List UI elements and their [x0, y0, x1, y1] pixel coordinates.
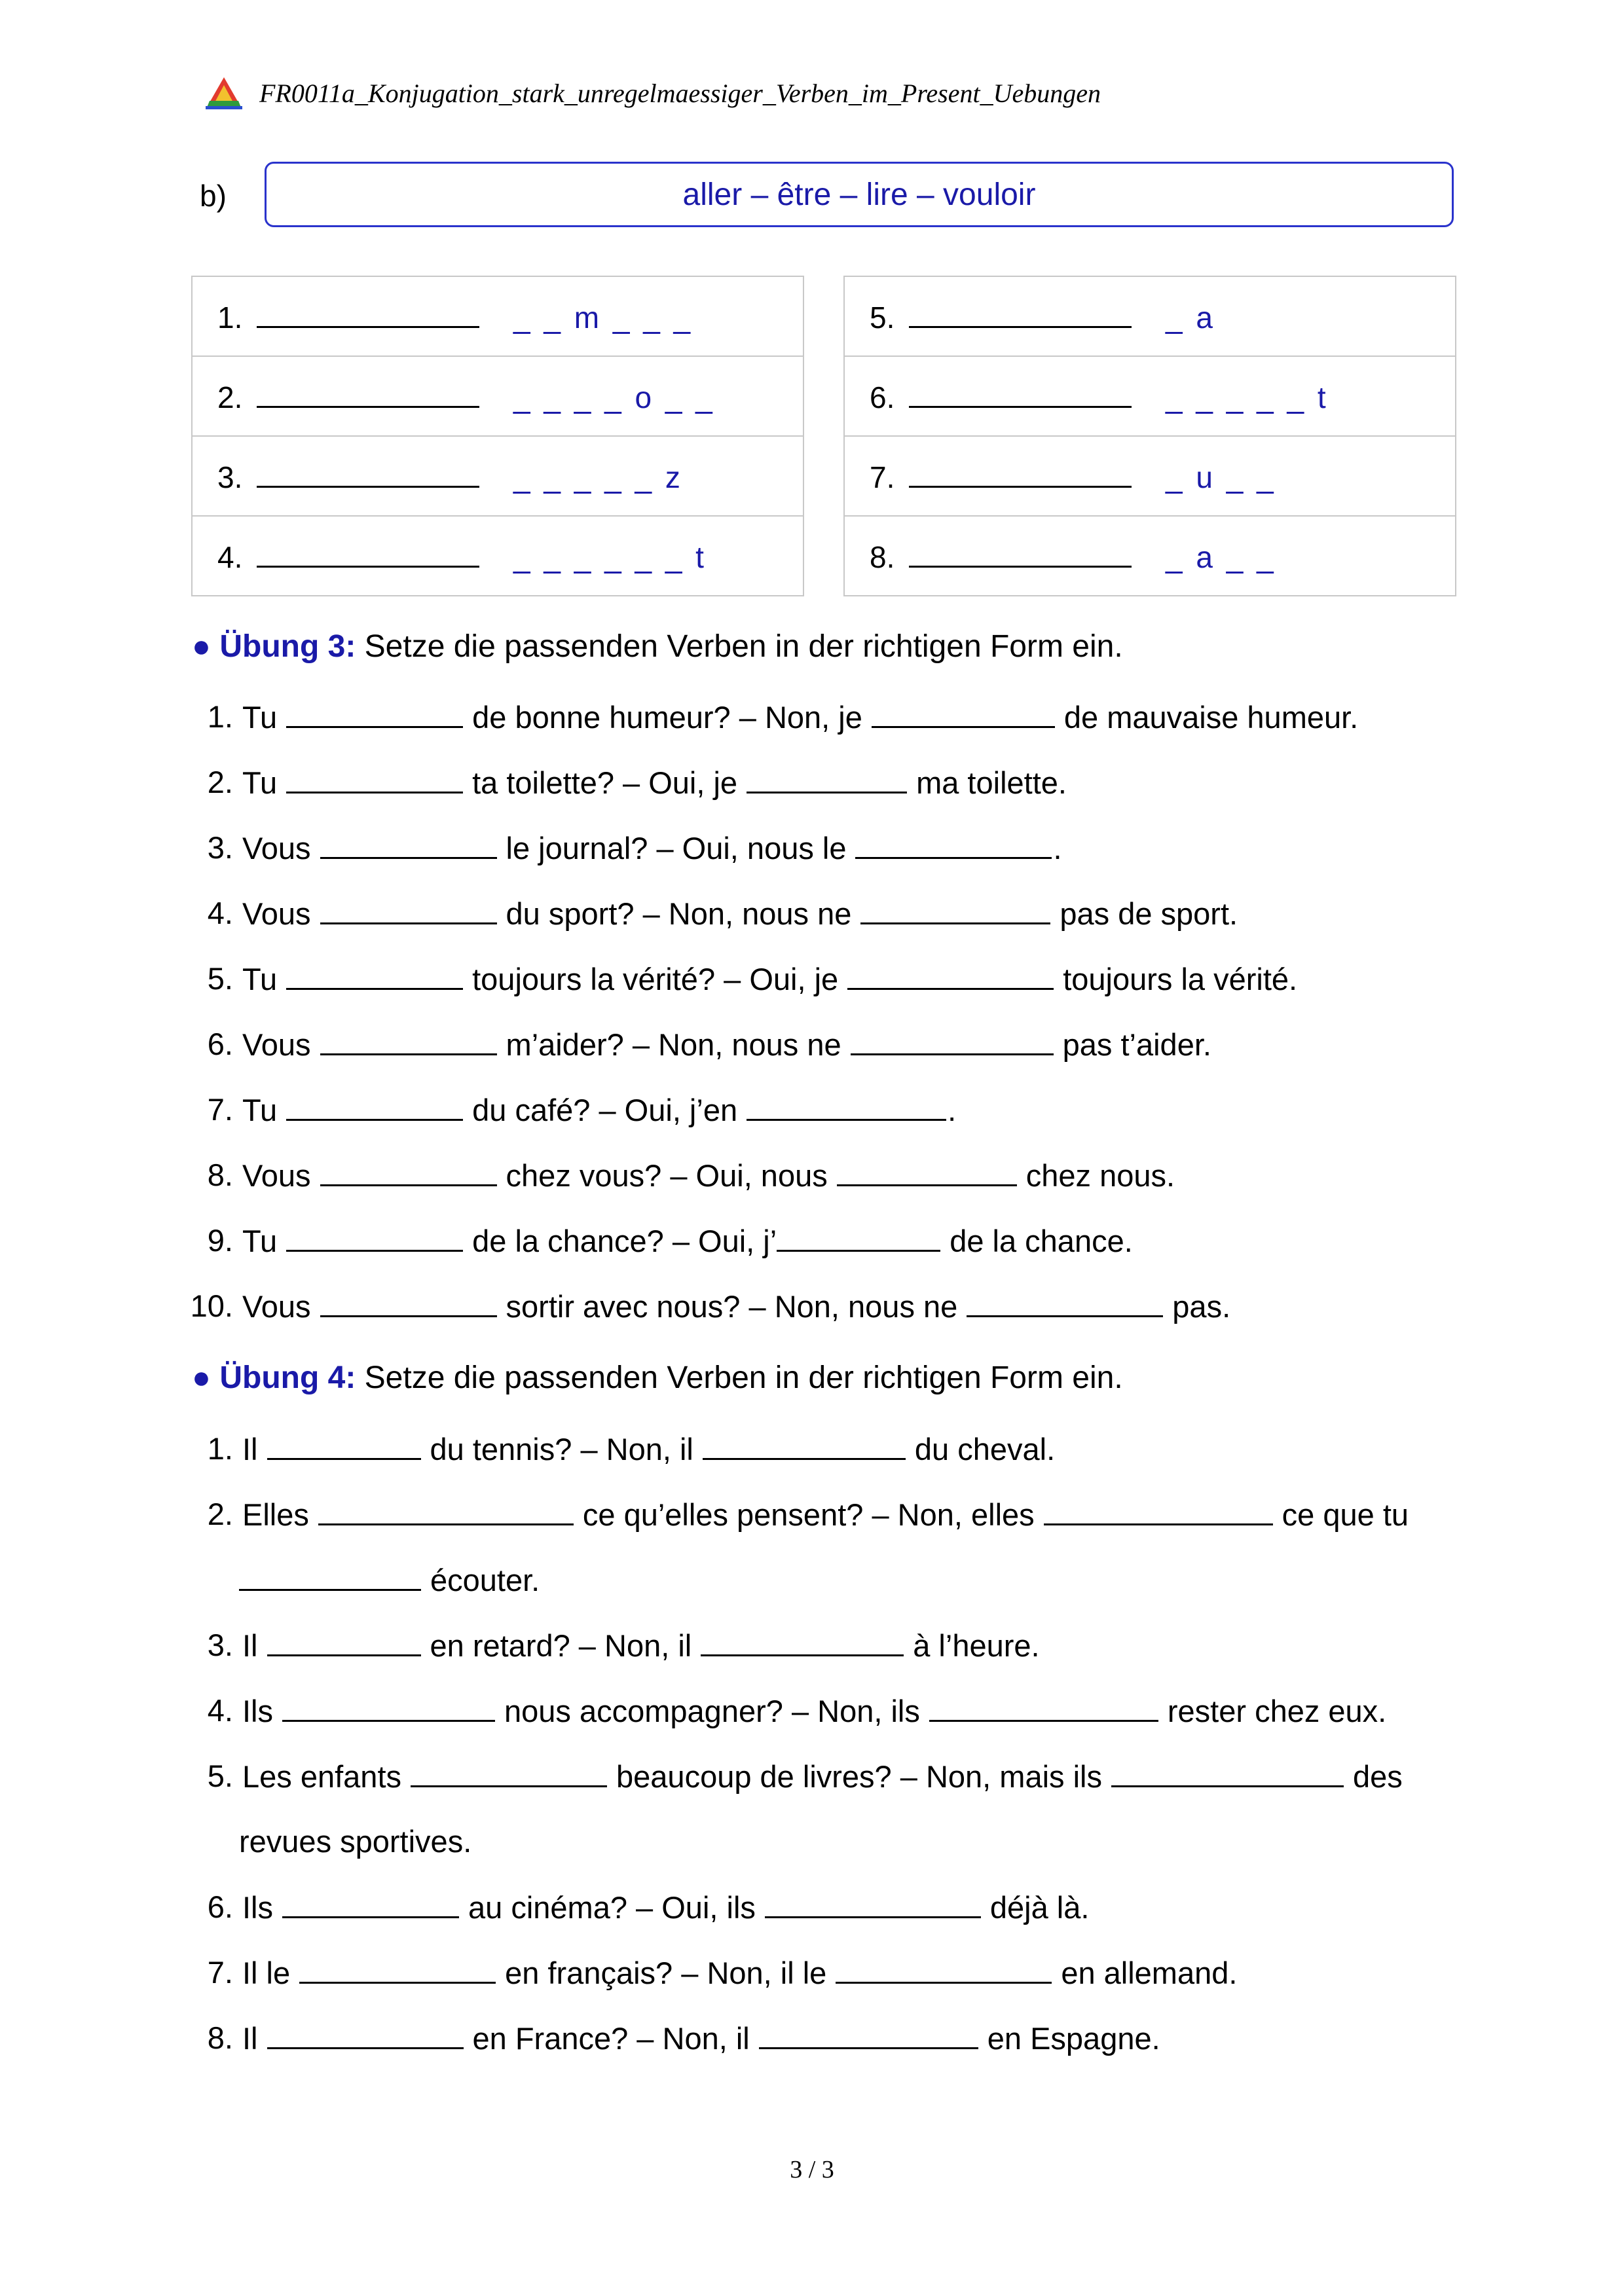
item-middle: ta toilette? – Oui, je	[472, 765, 738, 800]
item-subject: Vous	[242, 1158, 311, 1193]
answer-blank[interactable]	[286, 699, 463, 728]
letter-hint: _ a	[1166, 301, 1215, 335]
item-subject: Tu	[242, 1224, 278, 1258]
letter-hint: _ _ _ _ o _ _	[513, 380, 715, 414]
item-number: 2.	[207, 765, 233, 799]
item-end: de la chance.	[950, 1224, 1133, 1258]
letter-hint: _ _ m _ _ _	[513, 301, 693, 335]
item-middle: du café? – Oui, j’en	[472, 1093, 738, 1127]
answer-blank[interactable]	[1111, 1758, 1344, 1787]
item-subject: Vous	[242, 1289, 311, 1324]
answer-blank[interactable]	[320, 1026, 497, 1055]
answer-blank[interactable]	[282, 1889, 459, 1918]
grid-number: 1.	[217, 301, 243, 335]
item-end: pas.	[1172, 1289, 1231, 1324]
item-subject: Ils	[242, 1890, 273, 1925]
letter-hint: _ a _ _	[1166, 540, 1276, 574]
answer-blank[interactable]	[909, 377, 1132, 408]
answer-blank[interactable]	[286, 1222, 463, 1252]
grid-number: 7.	[870, 460, 895, 494]
uebung3-heading	[192, 629, 1123, 665]
item-number: 2.	[207, 1497, 233, 1531]
uebung4-label: Übung 4:	[219, 1360, 356, 1395]
answer-blank[interactable]	[320, 1288, 497, 1317]
item-subject: Vous	[242, 1027, 311, 1062]
item-end: du cheval.	[914, 1432, 1056, 1467]
item-subject: Il	[242, 1628, 258, 1663]
item-subject: Tu	[242, 1093, 278, 1127]
page-number: 3 / 3	[790, 2156, 834, 2183]
grid-number: 8.	[870, 540, 895, 574]
uebung4-instruction: Setze die passenden Verben in der richtigen Form ein.	[364, 1360, 1123, 1395]
item-middle: beaucoup de livres? – Non, mais ils	[616, 1759, 1102, 1794]
answer-blank[interactable]	[320, 895, 497, 924]
item-end: en Espagne.	[987, 2021, 1160, 2056]
verb-list: aller – être – lire – vouloir	[682, 177, 1036, 212]
answer-blank[interactable]	[299, 1954, 496, 1984]
item-end: ma toilette.	[916, 765, 1067, 800]
letter-hint: _ _ _ _ _ z	[513, 460, 683, 494]
bullet: ●	[192, 629, 211, 664]
answer-blank[interactable]	[747, 764, 907, 793]
answer-blank[interactable]	[836, 1954, 1052, 1984]
part-b-label: b)	[200, 179, 227, 213]
answer-blank[interactable]	[759, 2020, 978, 2049]
answer-blank[interactable]	[909, 297, 1132, 328]
answer-blank[interactable]	[777, 1222, 940, 1252]
answer-blank[interactable]	[847, 960, 1054, 990]
item-subject: Elles	[242, 1497, 309, 1532]
item-middle: le journal? – Oui, nous le	[506, 831, 847, 866]
item-number: 6.	[207, 1889, 233, 1924]
grid-row	[844, 276, 1456, 356]
item-number: 7.	[207, 1955, 233, 1990]
answer-blank[interactable]	[318, 1496, 574, 1525]
item-middle: en retard? – Non, il	[430, 1628, 692, 1663]
word-grid-left	[191, 276, 804, 596]
item-end: chez nous.	[1025, 1158, 1175, 1193]
letter-hint: _ u _ _	[1166, 460, 1276, 494]
item-subject: Tu	[242, 700, 278, 735]
item-number: 6.	[207, 1027, 233, 1061]
item-middle: de la chance? – Oui, j’	[472, 1224, 777, 1258]
answer-blank[interactable]	[320, 1157, 497, 1186]
item-end: rester chez eux.	[1167, 1694, 1387, 1728]
item-end: ce que tu	[1282, 1497, 1409, 1532]
item-subject: Tu	[242, 765, 278, 800]
item-number: 4.	[207, 896, 233, 930]
item-middle: au cinéma? – Oui, ils	[468, 1890, 756, 1925]
item-end: pas t’aider.	[1062, 1027, 1211, 1062]
uebung3-instruction: Setze die passenden Verben in der richtigen Form ein.	[364, 629, 1123, 664]
item-number: 1.	[207, 1431, 233, 1466]
item-subject: Il	[242, 2021, 258, 2056]
item-middle: m’aider? – Non, nous ne	[506, 1027, 841, 1062]
grid-row	[192, 276, 803, 356]
answer-blank[interactable]	[703, 1430, 906, 1460]
answer-blank[interactable]	[855, 829, 1052, 859]
answer-blank[interactable]	[239, 1561, 421, 1591]
item-subject: Les enfants	[242, 1759, 402, 1794]
grid-row	[192, 436, 803, 516]
answer-blank[interactable]	[267, 1627, 421, 1656]
item-middle: du sport? – Non, nous ne	[506, 896, 852, 931]
answer-blank[interactable]	[909, 537, 1132, 568]
answer-blank[interactable]	[286, 764, 463, 793]
item-middle: en français? – Non, il le	[505, 1956, 827, 1990]
answer-blank[interactable]	[257, 377, 479, 408]
answer-blank[interactable]	[411, 1758, 607, 1787]
item-end: .	[948, 1093, 957, 1127]
grid-row	[844, 436, 1456, 516]
answer-blank[interactable]	[765, 1889, 981, 1918]
item-continuation: revues sportives.	[239, 1824, 472, 1859]
grid-number: 6.	[870, 380, 895, 414]
item-end: toujours la vérité.	[1063, 962, 1298, 996]
item-subject: Ils	[242, 1694, 273, 1728]
grid-row	[844, 516, 1456, 596]
grid-row	[192, 516, 803, 596]
answer-blank[interactable]	[320, 829, 497, 859]
item-subject: Vous	[242, 896, 311, 931]
answer-blank[interactable]	[257, 297, 479, 328]
answer-blank[interactable]	[286, 960, 463, 990]
bullet: ●	[192, 1360, 211, 1395]
item-end: de mauvaise humeur.	[1063, 700, 1359, 735]
answer-blank[interactable]	[282, 1692, 495, 1722]
grid-row	[844, 356, 1456, 436]
item-end: en allemand.	[1061, 1956, 1238, 1990]
item-number: 3.	[207, 830, 233, 865]
item-subject: Il	[242, 1432, 258, 1467]
item-number: 5.	[207, 961, 233, 996]
item-middle: toujours la vérité? – Oui, je	[472, 962, 839, 996]
answer-blank[interactable]	[967, 1288, 1163, 1317]
word-grid-right	[843, 276, 1456, 596]
item-end: à l’heure.	[913, 1628, 1040, 1663]
item-end: .	[1053, 831, 1062, 866]
grid-row	[192, 356, 803, 436]
answer-blank[interactable]	[257, 537, 479, 568]
item-subject: Tu	[242, 962, 278, 996]
answer-blank[interactable]	[837, 1157, 1017, 1186]
answer-blank[interactable]	[1044, 1496, 1273, 1525]
item-number: 4.	[207, 1693, 233, 1728]
item-middle: de bonne humeur? – Non, je	[472, 700, 862, 735]
item-middle: chez vous? – Oui, nous	[506, 1158, 828, 1193]
logo-icon	[203, 76, 245, 110]
item-middle: ce qu’elles pensent? – Non, elles	[582, 1497, 1035, 1532]
answer-blank[interactable]	[286, 1091, 463, 1121]
uebung4-heading	[192, 1360, 1123, 1396]
item-number: 10.	[190, 1288, 233, 1323]
answer-blank[interactable]	[257, 457, 479, 488]
uebung3-label: Übung 3:	[219, 629, 356, 664]
answer-blank[interactable]	[860, 895, 1050, 924]
grid-number: 2.	[217, 380, 243, 414]
item-end: déjà là.	[989, 1890, 1090, 1925]
grid-number: 3.	[217, 460, 243, 494]
item-end: des	[1352, 1759, 1403, 1794]
item-middle: du tennis? – Non, il	[430, 1432, 693, 1467]
item-middle: nous accompagner? – Non, ils	[504, 1694, 920, 1728]
verb-list-box	[265, 162, 1454, 227]
answer-blank[interactable]	[701, 1627, 904, 1656]
item-number: 7.	[207, 1092, 233, 1127]
item-number: 9.	[207, 1223, 233, 1258]
answer-blank[interactable]	[851, 1026, 1054, 1055]
item-middle: sortir avec nous? – Non, nous ne	[506, 1289, 958, 1324]
item-number: 5.	[207, 1758, 233, 1793]
item-end: pas de sport.	[1060, 896, 1238, 931]
item-subject: Il le	[242, 1956, 291, 1990]
item-continuation: écouter.	[430, 1563, 540, 1597]
answer-blank[interactable]	[747, 1091, 946, 1121]
answer-blank[interactable]	[872, 699, 1055, 728]
answer-blank[interactable]	[909, 457, 1132, 488]
letter-hint: _ _ _ _ _ t	[1166, 380, 1329, 414]
grid-number: 5.	[870, 301, 895, 335]
item-number: 1.	[207, 699, 233, 734]
item-middle: en France? – Non, il	[472, 2021, 750, 2056]
item-number: 8.	[207, 1157, 233, 1192]
item-number: 3.	[207, 1628, 233, 1662]
grid-number: 4.	[217, 540, 243, 574]
document-title: FR0011a_Konjugation_stark_unregelmaessiger_Verben_im_Present_Uebungen	[259, 78, 1101, 108]
answer-blank[interactable]	[267, 1430, 421, 1460]
item-subject: Vous	[242, 831, 311, 866]
item-number: 8.	[207, 2020, 233, 2055]
answer-blank[interactable]	[929, 1692, 1158, 1722]
answer-blank[interactable]	[267, 2020, 464, 2049]
letter-hint: _ _ _ _ _ _ t	[513, 540, 707, 574]
page-header	[203, 73, 1101, 113]
